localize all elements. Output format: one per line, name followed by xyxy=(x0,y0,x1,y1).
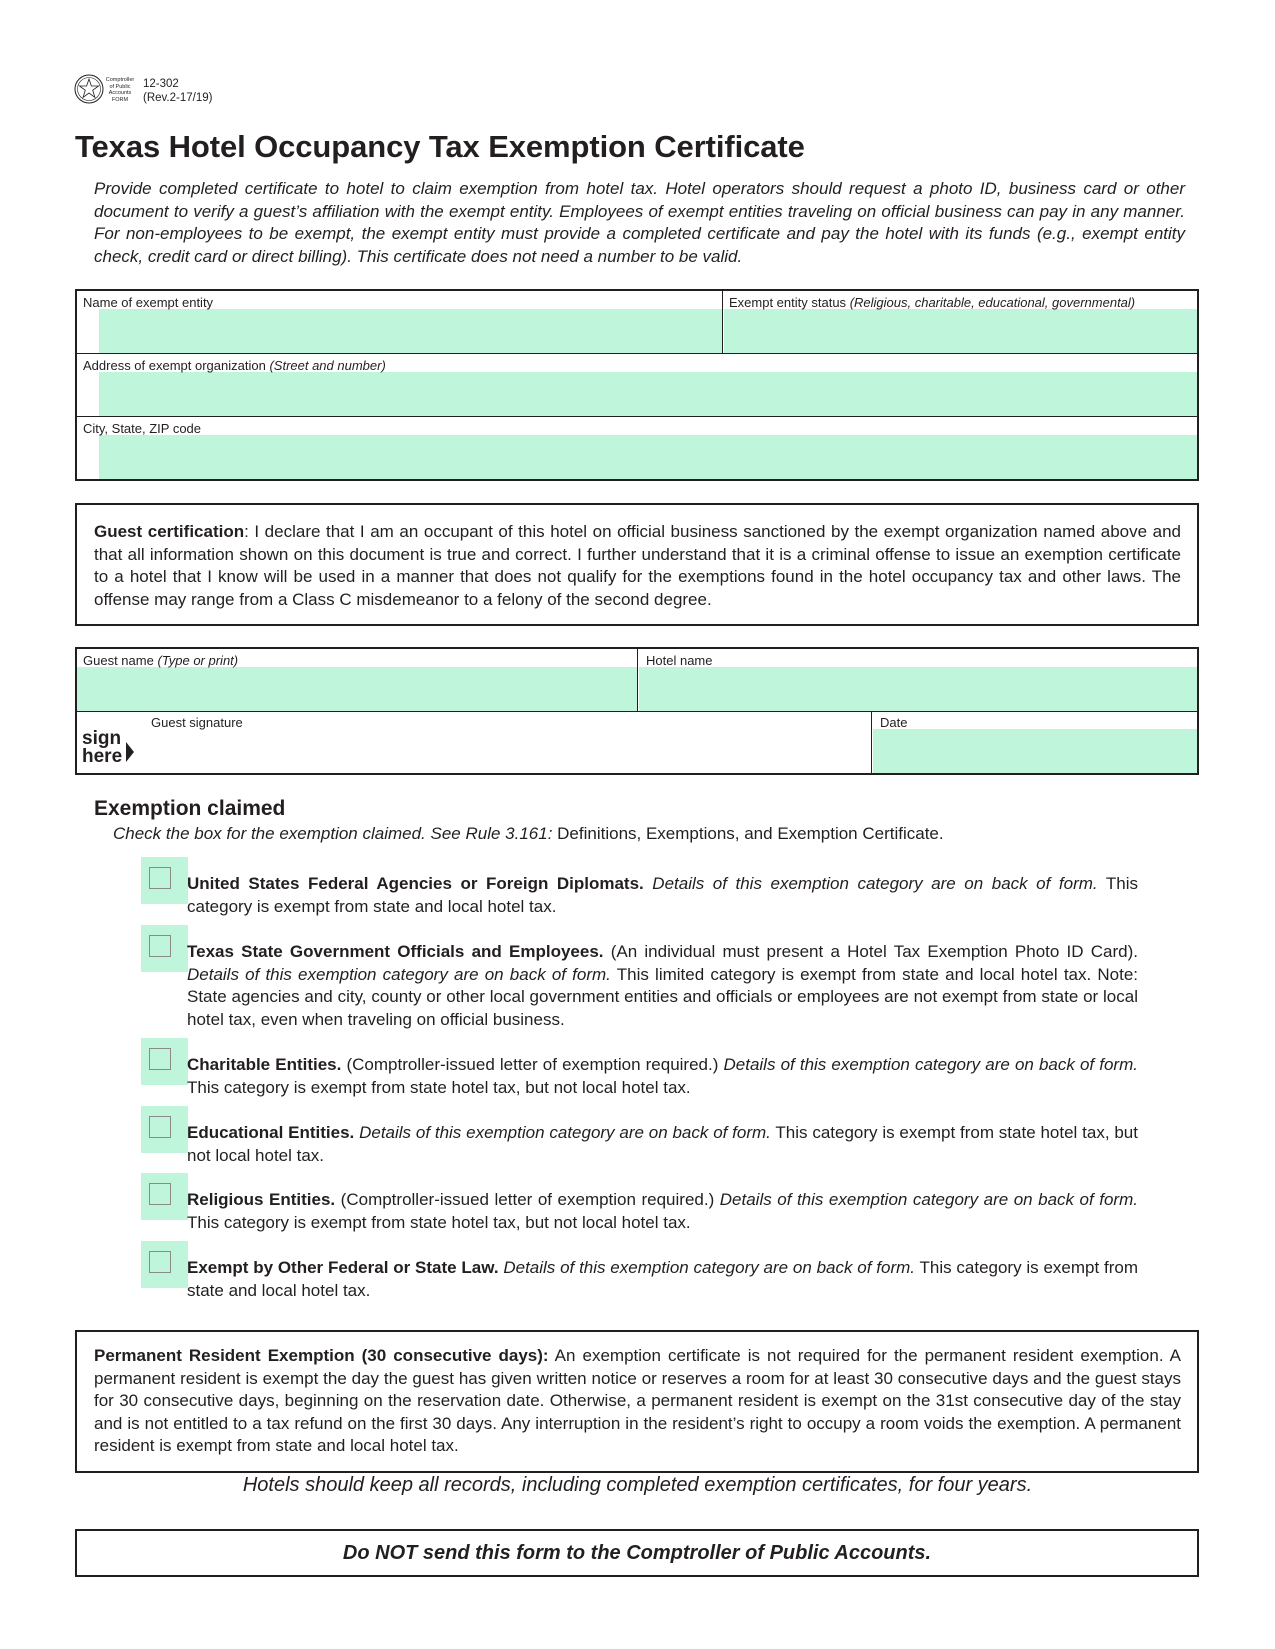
guest-certification-text: Guest certification: I declare that I am an occupant of this hotel on official business sanctioned by the exempt organization named above and that all information shown on this document is true and correct. I further understand that it is a criminal offense to issue an exemption certificate to a hotel that I know will be used in a manner that does not qualify for the exemptions found in the hotel occupancy tax and other laws. The offense may range from a Class C misdemeanor to a felony of the second degree. xyxy=(94,522,1181,609)
exempt-entity-status-field[interactable] xyxy=(724,309,1197,353)
guest-name-field[interactable] xyxy=(77,667,637,711)
permanent-resident-text: Permanent Resident Exemption (30 consecutive days): An exemption certificate is not required for the permanent resident exemption. A permanent resident is exempt the day the guest has given written notice or reserves a room for at least 30 consecutive days and the guest stays for 30 consecutive days, beginning on the reservation date. Otherwise, a permanent resident is exempt on the 31st consecutive day of the stay and is not entitled to a tax refund on the first 30 days. Any interruption in the resident’s right to occupy a room voids the exemption. A permanent resident is exempt from state and local hotel tax. xyxy=(94,1346,1181,1455)
exempt-entity-status-label: Exempt entity status (Religious, charitable, educational, governmental) xyxy=(729,295,1136,310)
form-number xyxy=(143,77,212,105)
checkbox-other-federal-state-law[interactable] xyxy=(141,1241,188,1288)
guest-name-label: Guest name (Type or print) xyxy=(83,653,239,668)
city-state-zip-label: City, State, ZIP code xyxy=(83,421,202,436)
exemption-item-texas-state-officials: Texas State Government Officials and Employees. (An individual must present a Hotel Tax Exemption Photo ID Card). Details of this exemption category are on back of form. This limited category is exempt from state and local hotel tax. Note: State agencies and city, county or other local government entities and officials or employees are not exempt from state or local hotel tax, even when traveling on official business. xyxy=(187,942,1139,1029)
page-title: Texas Hotel Occupancy Tax Exemption Certificate xyxy=(75,129,805,164)
exemption-item-religious-entities: Religious Entities. (Comptroller-issued letter of exemption required.) Details of this exemption category are on back of form. This category is exempt from state hotel tax, but not local hotel tax. xyxy=(187,1190,1138,1232)
checkbox-square[interactable] xyxy=(149,1251,171,1273)
hotel-name-field[interactable] xyxy=(639,667,1197,711)
checkbox-square[interactable] xyxy=(149,1183,171,1205)
checkbox-religious-entities[interactable] xyxy=(141,1173,188,1220)
form-revision: (Rev.2-17/19) xyxy=(143,92,213,104)
checkbox-square[interactable] xyxy=(149,935,171,957)
intro-paragraph: Provide completed certificate to hotel to claim exemption from hotel tax. Hotel operators should request a photo ID, business card or other document to verify a guest’s affiliation with the exempt entity. Employees of exempt entities traveling on official business can pay in any manner. For non-employees to be exempt, the exempt entity must provide a completed certificate and pay the hotel with its funds (e.g., exempt entity check, credit card or direct billing). This certificate does not need a number to be valid. xyxy=(94,179,1185,266)
hotel-name-label: Hotel name xyxy=(646,653,713,668)
guest-signature-field[interactable] xyxy=(132,731,867,771)
exemption-item-federal-agencies: United States Federal Agencies or Foreign Diplomats. Details of this exemption category are on back of form. This category is exempt from state and local hotel tax. xyxy=(187,874,1138,916)
entity-info-box xyxy=(75,289,1199,481)
do-not-send-text: Do NOT send this form to the Comptroller of Public Accounts. xyxy=(342,1541,932,1564)
exemption-claimed-heading: Exemption claimed xyxy=(94,797,286,820)
checkbox-federal-agencies[interactable] xyxy=(141,857,188,904)
exemption-item-charitable-entities: Charitable Entities. (Comptroller-issued letter of exemption required.) Details of this exemption category are on back of form. This category is exempt from state hotel tax, but not local hotel tax. xyxy=(187,1055,1138,1097)
date-field[interactable] xyxy=(873,729,1197,773)
checkbox-square[interactable] xyxy=(149,1048,171,1070)
guest-certification-box xyxy=(75,503,1199,626)
checkbox-educational-entities[interactable] xyxy=(141,1106,188,1153)
seal-caption: Comptroller of Public Accounts FORM xyxy=(105,77,135,103)
sign-here-marker: sign here xyxy=(82,728,123,767)
checkbox-square[interactable] xyxy=(149,1116,171,1138)
exempt-org-address-label: Address of exempt organization (Street and number) xyxy=(83,358,386,373)
guest-info-box xyxy=(75,647,1199,775)
permanent-resident-box xyxy=(75,1330,1199,1473)
exemption-item-other-federal-state-law: Exempt by Other Federal or State Law. Details of this exemption category are on back of form. This category is exempt from state and local hotel tax. xyxy=(187,1258,1138,1300)
do-not-send-banner xyxy=(75,1529,1199,1577)
exemption-item-educational-entities: Educational Entities. Details of this exemption category are on back of form. This category is exempt from state hotel tax, but not local hotel tax. xyxy=(187,1123,1138,1165)
form-number-value: 12-302 xyxy=(143,78,179,90)
comptroller-seal-icon xyxy=(74,74,104,104)
guest-signature-label: Guest signature xyxy=(151,715,243,730)
exempt-org-address-field[interactable] xyxy=(99,372,1197,416)
checkbox-square[interactable] xyxy=(149,867,171,889)
exemption-instruction: Check the box for the exemption claimed. See Rule 3.161: Definitions, Exemptions, and Exemption Certificate. xyxy=(113,824,944,843)
exempt-entity-name-label: Name of exempt entity xyxy=(83,295,214,310)
exempt-entity-name-field[interactable] xyxy=(99,309,722,353)
checkbox-texas-state-officials[interactable] xyxy=(141,925,188,972)
city-state-zip-field[interactable] xyxy=(99,435,1197,479)
checkbox-charitable-entities[interactable] xyxy=(141,1038,188,1085)
records-note: Hotels should keep all records, including completed exemption certificates, for four years. xyxy=(242,1474,1033,1496)
sign-here-arrow-icon xyxy=(126,742,134,762)
date-label: Date xyxy=(880,715,908,730)
